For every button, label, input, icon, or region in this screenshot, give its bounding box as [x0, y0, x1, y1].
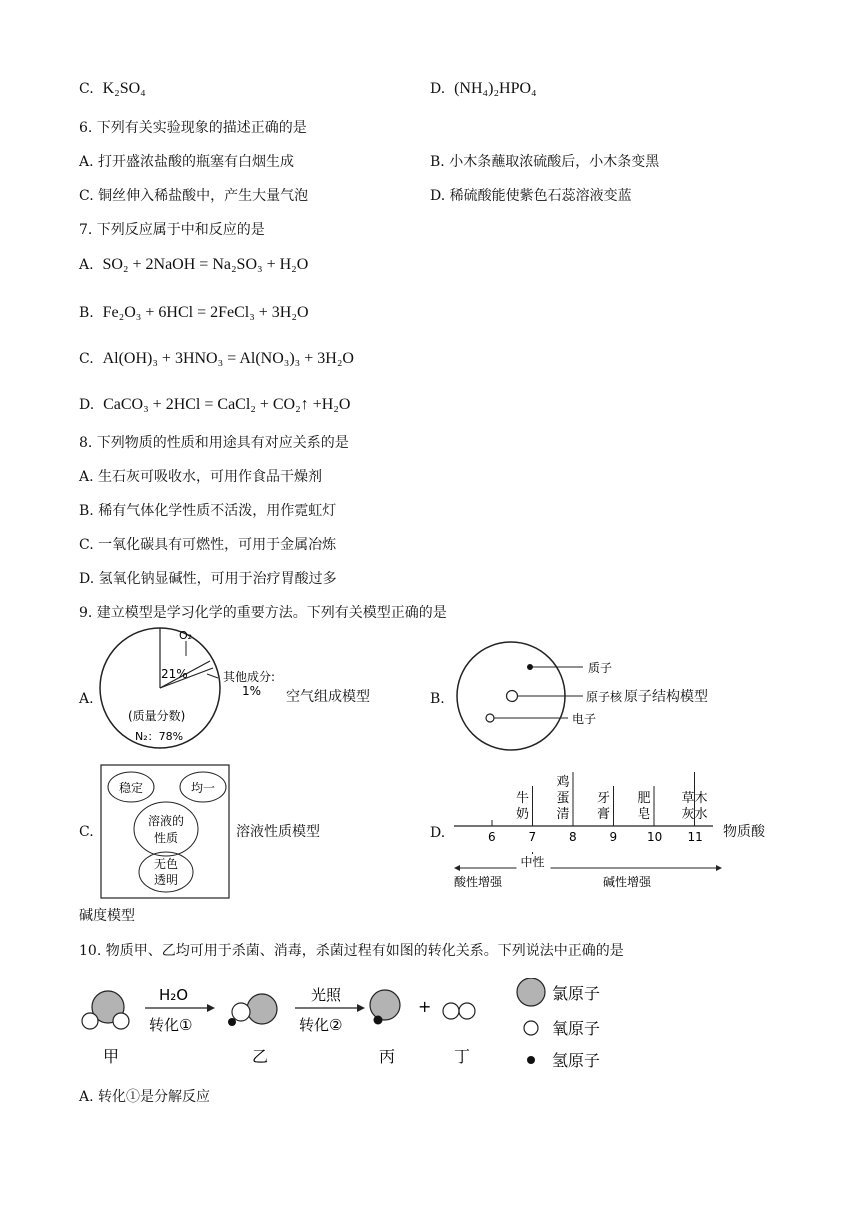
ph-tick-label: 9 — [609, 830, 618, 844]
ph-tick-label: 6 — [488, 830, 496, 844]
center-label-2: 性质 — [154, 831, 179, 845]
arrow-1-top: H₂O — [159, 986, 189, 1004]
ding-label: 丁 — [454, 1047, 471, 1066]
q5-option-c — [79, 80, 146, 98]
ph-items — [516, 772, 708, 826]
nucleus-label: 原子核 — [586, 690, 623, 704]
neutral-label: 中性 — [520, 855, 545, 869]
proton-label: 质子 — [588, 661, 613, 675]
legend-o-swatch — [524, 1021, 538, 1035]
o-atom — [232, 1003, 250, 1021]
o-atom — [459, 1003, 475, 1019]
n2-percent: N₂：78% — [135, 730, 184, 743]
ph-tick-label: 11 — [687, 830, 703, 844]
o2-percent: 21% — [161, 667, 188, 681]
q8-option-a: A. 生石灰可吸收水，可用作食品干燥剂 — [79, 469, 323, 485]
substance-label: 鸡蛋清 — [556, 775, 570, 822]
option-label: B. — [79, 305, 94, 321]
o-atom — [113, 1013, 129, 1029]
option-label: C. — [79, 81, 94, 97]
electron-circle — [486, 714, 494, 722]
legend-cl-label: 氯原子 — [552, 984, 601, 1003]
ph-scale-model — [448, 768, 730, 892]
yi-label: 乙 — [252, 1047, 269, 1066]
substance-label: 肥皂 — [637, 791, 651, 822]
base-label: 碱性增强 — [603, 875, 652, 889]
h-atom — [374, 1016, 383, 1025]
legend-cl-swatch — [517, 978, 545, 1006]
formula-nh4-2hpo4: (NH₄)₂HPO₄ — [454, 80, 537, 97]
equation: Al(OH)₃ + 3HNO₃ = Al(NO₃)₃ + 3H₂O — [102, 350, 354, 367]
molecule-ding — [443, 1003, 475, 1019]
acid-label: 酸性增强 — [454, 875, 503, 889]
uniform-label: 均一 — [191, 781, 216, 795]
arrow-1-head — [207, 1004, 215, 1012]
q9-a-caption: 空气组成模型 — [286, 689, 370, 705]
ph-tick-label: 8 — [569, 830, 577, 844]
plus-sign: + — [418, 997, 432, 1016]
q6-option-d: D. 稀硫酸能使紫色石蕊溶液变蓝 — [430, 188, 632, 204]
others-percent: 1% — [242, 684, 262, 698]
substance-label: 牛奶 — [516, 791, 530, 822]
nucleus-circle — [507, 691, 518, 702]
q6-option-c: C. 铜丝伸入稀盐酸中，产生大量气泡 — [79, 188, 309, 204]
color-label-2: 透明 — [154, 873, 179, 887]
q6-option-a: A. 打开盛浓盐酸的瓶塞有白烟生成 — [79, 154, 295, 170]
equation: Fe₂O₃ + 6HCl = 2FeCl₃ + 3H₂O — [102, 304, 309, 321]
q9-stem: 9. 建立模型是学习化学的重要方法。下列有关模型正确的是 — [79, 605, 447, 621]
q9-option-a-label: A. — [79, 691, 94, 707]
air-composition-model — [95, 626, 315, 754]
option-label: C. — [79, 351, 94, 367]
proton-dot — [527, 664, 533, 670]
cl-atom — [247, 994, 277, 1024]
q9-d-caption-1: 物质酸 — [723, 824, 765, 840]
center-label-1: 溶液的 — [148, 814, 185, 828]
stable-label: 稳定 — [119, 781, 144, 795]
q8-stem: 8. 下列物质的性质和用途具有对应关系的是 — [79, 435, 349, 451]
q7-option-b — [79, 304, 309, 322]
equation: CaCO₃ + 2HCl = CaCl₂ + CO₂↑ +H₂O — [103, 396, 351, 413]
q6-option-b: B. 小木条蘸取浓硫酸后，小木条变黑 — [430, 154, 660, 170]
legend-o-label: 氧原子 — [552, 1019, 601, 1038]
q9-d-caption-2: 碱度模型 — [79, 908, 135, 924]
legend-h-label: 氢原子 — [552, 1051, 601, 1070]
q7-option-c — [79, 350, 354, 368]
jia-label: 甲 — [103, 1047, 120, 1066]
legend-h-swatch — [527, 1056, 535, 1064]
arrow-2-head — [357, 1004, 365, 1012]
others-pointer — [207, 674, 218, 678]
substance-label: 牙膏 — [597, 791, 611, 822]
bing-label: 丙 — [379, 1047, 396, 1066]
substance-label: 草木灰水 — [681, 791, 708, 822]
ph-ticks — [488, 820, 703, 844]
q9-option-d-label: D. — [430, 825, 446, 841]
molecule-yi — [228, 994, 277, 1026]
q6-stem: 6. 下列有关实验现象的描述正确的是 — [79, 120, 307, 136]
mass-fraction-note: (质量分数) — [128, 709, 186, 723]
q8-option-d: D. 氢氧化钠显碱性，可用于治疗胃酸过多 — [79, 571, 337, 587]
others-label: 其他成分: — [223, 670, 276, 684]
h-atom — [228, 1018, 236, 1026]
q9-c-caption: 溶液性质模型 — [236, 824, 320, 840]
formula-k2so4: K₂SO₄ — [102, 80, 146, 97]
molecule-bing — [370, 990, 400, 1025]
arrow-1-bottom: 转化① — [149, 1016, 193, 1034]
o-atom — [82, 1013, 98, 1029]
option-label: D. — [430, 81, 446, 97]
base-arrow-head — [716, 865, 722, 871]
q5-option-d — [430, 80, 537, 98]
arrow-2-bottom: 转化② — [299, 1016, 343, 1034]
q9-option-c-label: C. — [79, 824, 94, 840]
equation: SO₂ + 2NaOH = Na₂SO₃ + H₂O — [102, 256, 309, 273]
q8-option-b: B. 稀有气体化学性质不活泼，用作霓虹灯 — [79, 503, 337, 519]
acid-arrow-head — [454, 865, 460, 871]
option-label: A. — [79, 257, 94, 273]
q10-option-a: A. 转化①是分解反应 — [79, 1089, 211, 1105]
q7-option-d — [79, 396, 350, 414]
o2-label: O₂ — [179, 629, 193, 642]
ph-tick-label: 7 — [528, 830, 537, 844]
q9-b-caption: 原子结构模型 — [624, 689, 708, 705]
conversion-diagram — [75, 978, 635, 1070]
ph-tick-label: 10 — [647, 830, 663, 844]
solution-properties-model — [100, 764, 232, 900]
q7-stem: 7. 下列反应属于中和反应的是 — [79, 222, 265, 238]
cl-atom — [370, 990, 400, 1020]
q9-option-b-label: B. — [430, 691, 445, 707]
molecule-jia — [82, 991, 129, 1029]
o-atom — [443, 1003, 459, 1019]
center-bubble — [134, 802, 198, 856]
arrow-2-top: 光照 — [311, 986, 342, 1004]
q10-stem: 10. 物质甲、乙均可用于杀菌、消毒，杀菌过程有如图的转化关系。下列说法中正确的是 — [79, 943, 624, 959]
q7-option-a — [79, 256, 308, 274]
option-label: D. — [79, 397, 95, 413]
electron-label: 电子 — [572, 712, 597, 726]
color-label-1: 无色 — [154, 857, 179, 871]
q8-option-c: C. 一氧化碳具有可燃性，可用于金属冶炼 — [79, 537, 337, 553]
